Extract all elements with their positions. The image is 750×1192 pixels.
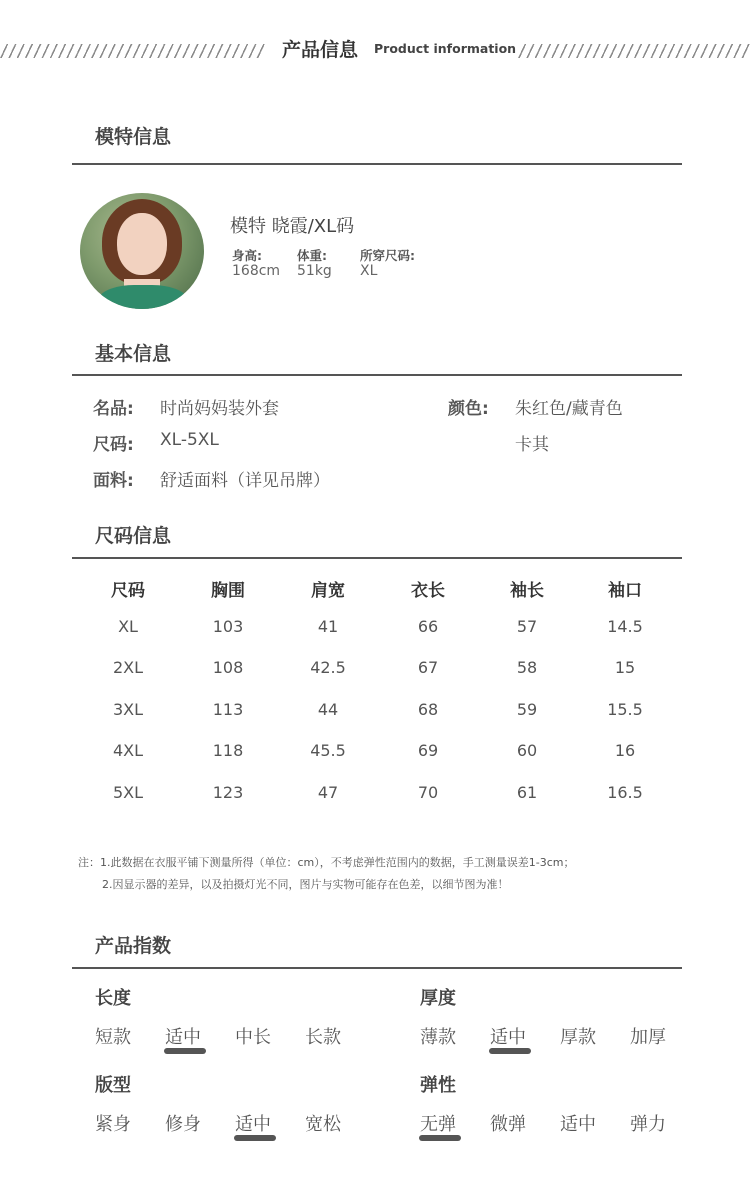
table-cell: 108 [212,658,244,677]
model-section-title: 模特信息 [95,126,172,148]
thickness-option: 加厚 [630,1027,666,1048]
table-cell: 57 [516,617,538,636]
index-elasticity-title: 弹性 [420,1075,456,1096]
table-cell: 16.5 [607,783,643,802]
header-hatch-right [518,44,750,58]
table-cell: 60 [516,741,538,760]
model-section-divider [72,163,682,165]
model-outfit [98,285,188,309]
thickness-selected-underline [489,1048,531,1054]
color-label: 颜色: [448,399,489,419]
product-name-value: 时尚妈妈装外套 [160,399,279,419]
index-fit-title: 版型 [95,1075,131,1096]
col-header-size: 尺码 [111,581,145,601]
size-range-label: 尺码: [93,435,134,455]
measurement-note-1: 注：1.此数据在衣服平铺下测量所得（单位：cm），不考虑弹性范围内的数据，手工测量误差1-3cm； [78,856,575,869]
table-cell: 5XL [112,783,144,802]
size-range-value: XL-5XL [160,430,219,450]
header-hatch-left [0,44,265,58]
model-name: 模特 晓霞/XL码 [230,216,355,237]
table-cell: 3XL [112,700,144,719]
table-cell: 68 [417,700,439,719]
length-option: 中长 [235,1027,271,1048]
index-section-divider [72,967,682,969]
model-face [117,213,167,275]
basic-section-divider [72,374,682,376]
length-option-selected: 适中 [165,1027,201,1048]
table-cell: 103 [212,617,244,636]
table-cell: 113 [212,700,244,719]
header-title-en: Product information [374,41,517,56]
elasticity-option: 微弹 [490,1114,526,1135]
worn-size-value: XL [360,263,378,279]
table-cell: 42.5 [310,658,346,677]
weight-label: 体重: [297,248,327,263]
index-length-title: 长度 [95,988,131,1009]
table-cell: 69 [417,741,439,760]
model-photo [80,193,204,309]
table-cell: 118 [212,741,244,760]
col-header-cuff: 袖口 [608,581,642,601]
table-cell: 123 [212,783,244,802]
size-section-title: 尺码信息 [95,525,172,547]
elasticity-option: 适中 [560,1114,596,1135]
measurement-note-2: 2.因显示器的差异，以及拍摄灯光不同，图片与实物可能存在色差，以细节图为准！ [102,878,509,891]
product-name-label: 名品: [93,399,134,419]
fabric-label: 面料: [93,471,134,491]
table-cell: 47 [317,783,339,802]
table-cell: 16 [614,741,636,760]
elasticity-option: 弹力 [630,1114,666,1135]
index-thickness-title: 厚度 [420,988,456,1009]
height-value: 168cm [232,263,281,279]
table-cell: 66 [417,617,439,636]
table-cell: 41 [317,617,339,636]
fit-option: 修身 [165,1114,201,1135]
elasticity-selected-underline [419,1135,461,1141]
thickness-option-selected: 适中 [490,1027,526,1048]
thickness-option: 厚款 [560,1027,596,1048]
table-cell: 15 [614,658,636,677]
length-option: 短款 [95,1027,131,1048]
height-label: 身高: [232,248,262,263]
thickness-option: 薄款 [420,1027,456,1048]
table-cell: 61 [516,783,538,802]
worn-size-label: 所穿尺码: [360,248,415,263]
col-header-chest: 胸围 [211,581,245,601]
table-cell: 2XL [112,658,144,677]
length-selected-underline [164,1048,206,1054]
length-option: 长款 [305,1027,341,1048]
table-cell: 58 [516,658,538,677]
table-cell: 59 [516,700,538,719]
index-section-title: 产品指数 [95,935,172,957]
header-title-cn: 产品信息 [282,39,359,61]
col-header-sleeve: 袖长 [510,581,544,601]
basic-section-title: 基本信息 [95,343,172,365]
color-value-1: 朱红色/藏青色 [515,399,623,419]
fit-selected-underline [234,1135,276,1141]
color-value-2: 卡其 [515,435,549,455]
table-cell: 14.5 [607,617,643,636]
table-cell: 15.5 [607,700,643,719]
table-cell: 44 [317,700,339,719]
table-cell: 4XL [112,741,144,760]
fit-option: 宽松 [305,1114,341,1135]
weight-value: 51kg [297,263,332,279]
fit-option: 紧身 [95,1114,131,1135]
fit-option-selected: 适中 [235,1114,271,1135]
table-cell: 67 [417,658,439,677]
table-cell: 45.5 [310,741,346,760]
size-section-divider [72,557,682,559]
table-cell: 70 [417,783,439,802]
col-header-length: 衣长 [411,581,445,601]
fabric-value: 舒适面料（详见吊牌） [160,471,330,491]
elasticity-option-selected: 无弹 [420,1114,456,1135]
col-header-shoulder: 肩宽 [311,581,345,601]
table-cell: XL [118,617,138,636]
